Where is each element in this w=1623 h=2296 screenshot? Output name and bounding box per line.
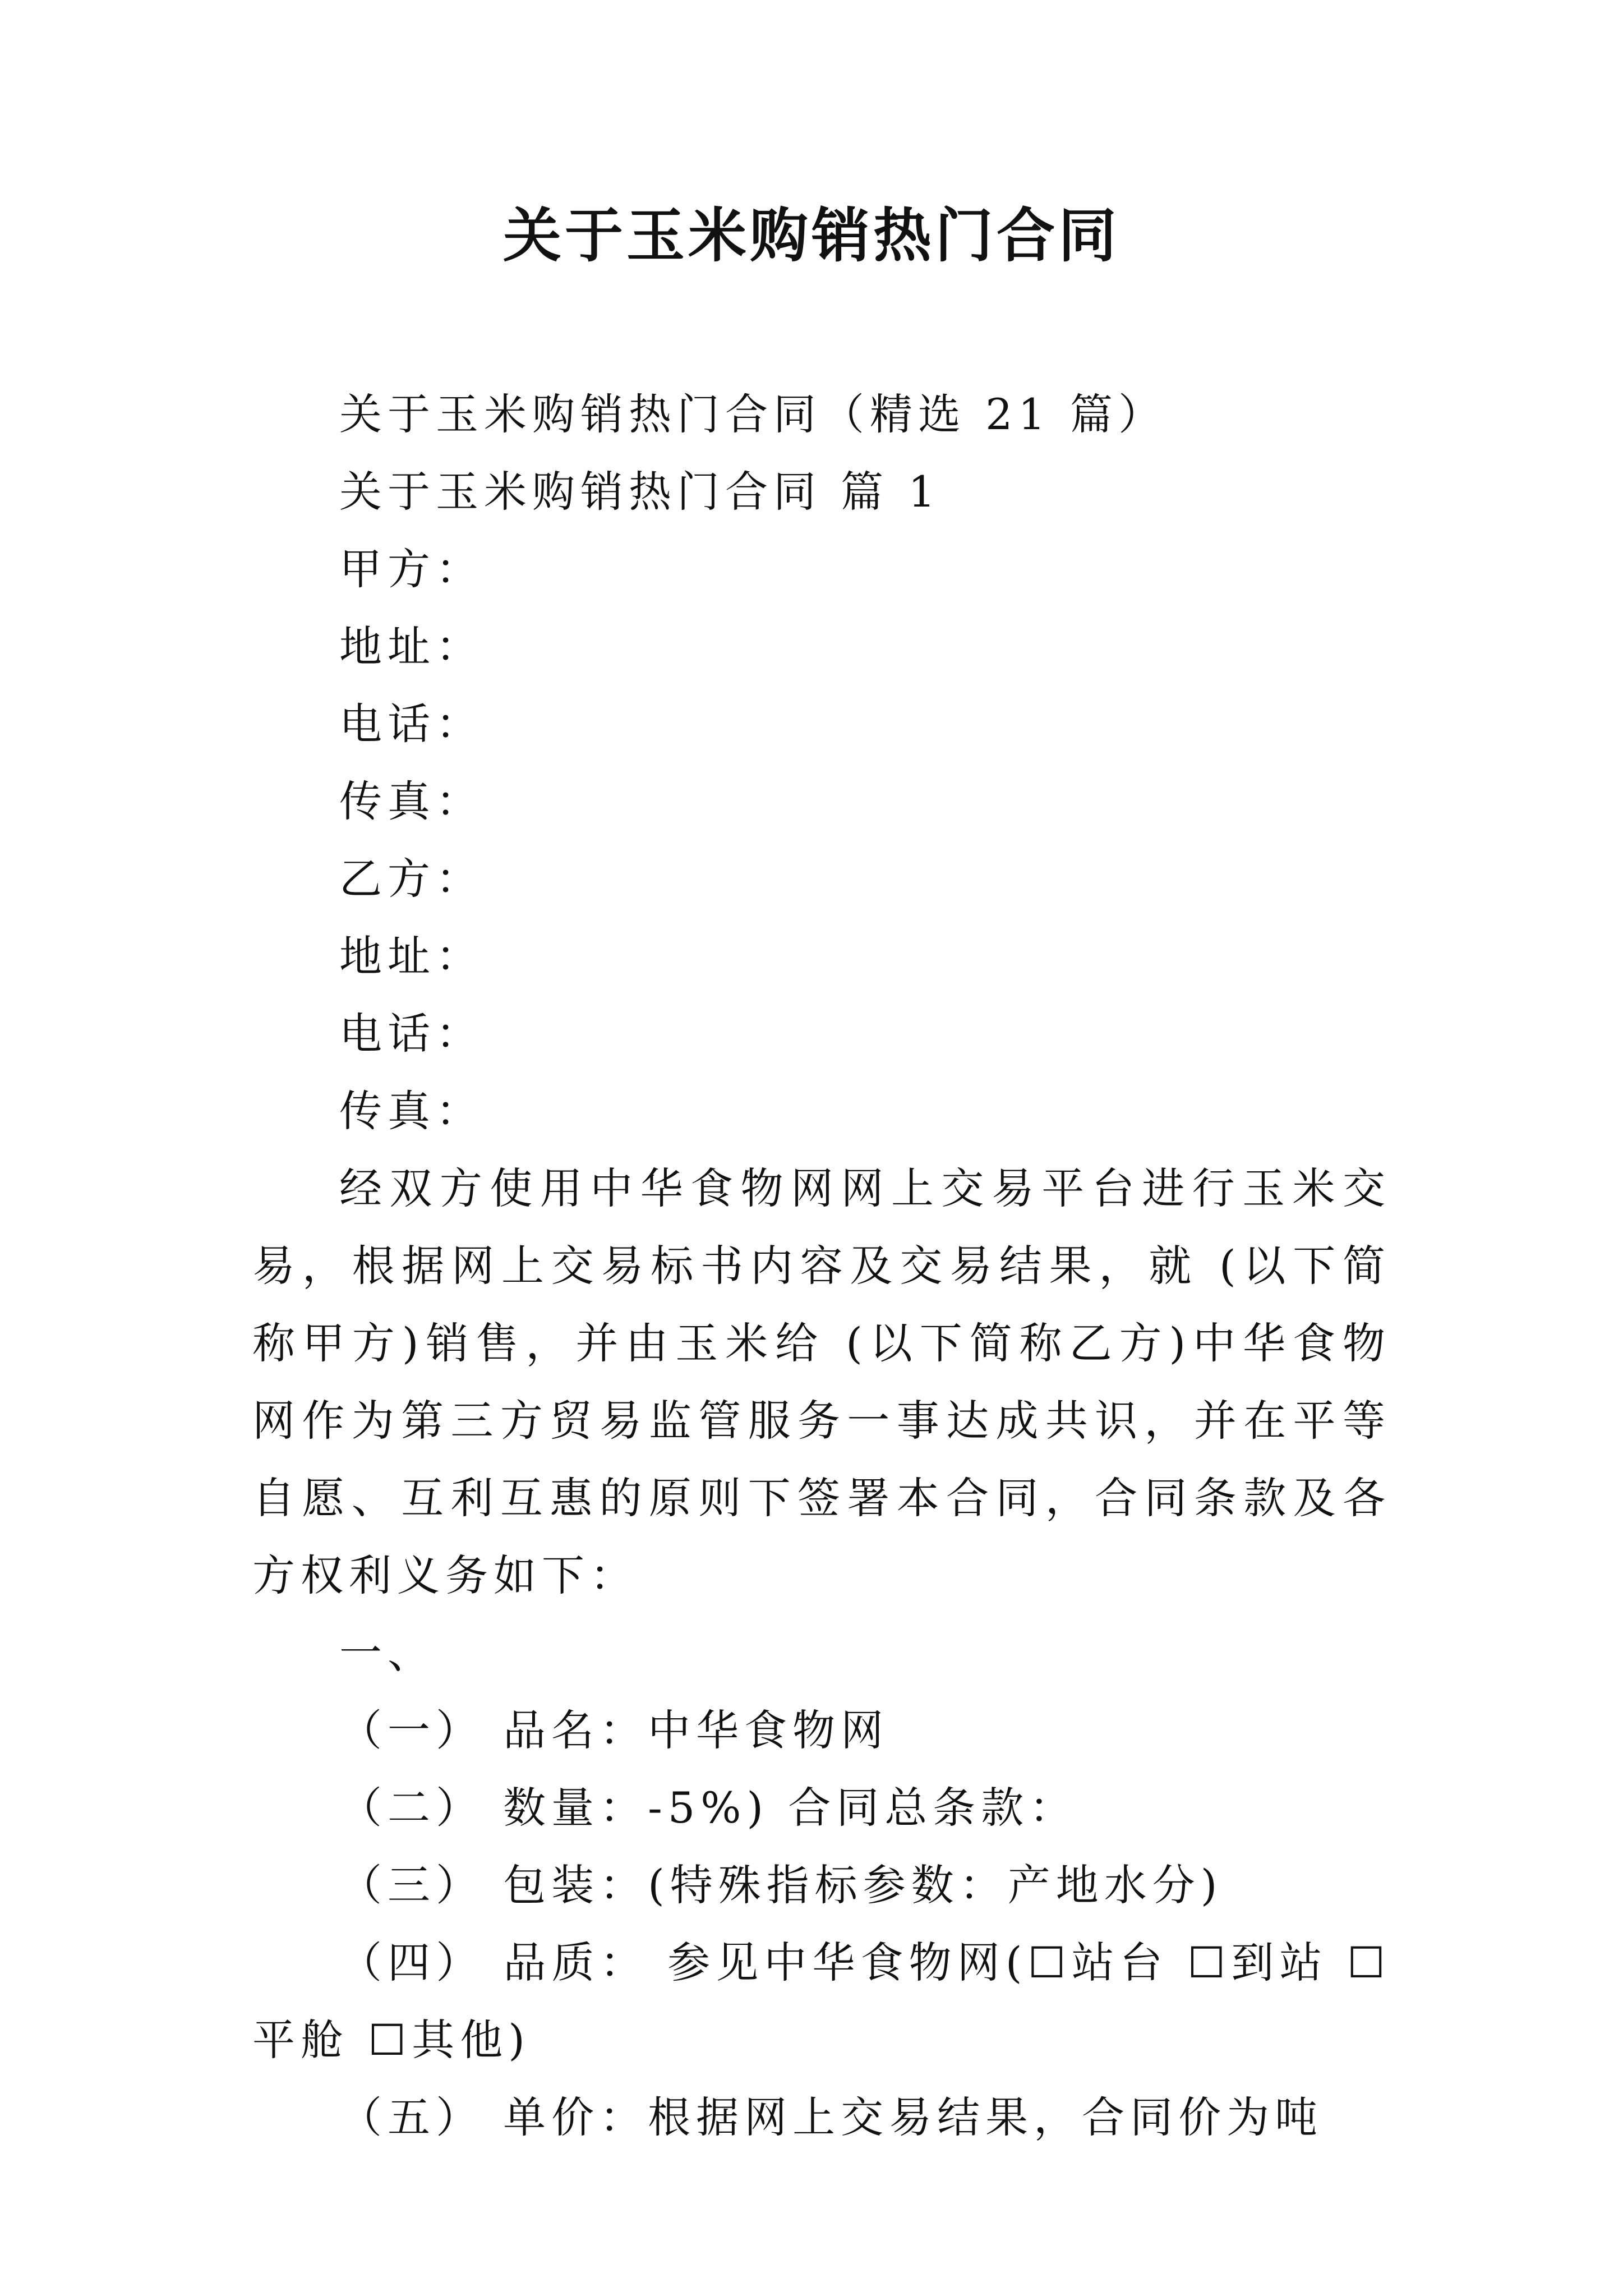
item-unit-price: （五） 单价：根据网上交易结果，合同价为吨 [339, 2092, 1324, 2142]
party-a-phone: 电话： [339, 699, 484, 749]
intro-paragraph: 经双方使用中华食物网网上交易平台进行玉米交易，根据网上交易标书内容及交易结果，就 (以下简称甲方)销售，并由玉米给 (以下简称乙方)中华食物网作为第三方贸易监管服务一事达成共识，并在平等自愿、互利互惠的原则下签署本合同，合同条款及各方权利义务如下： [252, 1163, 1391, 1600]
document-body [252, 376, 1391, 2156]
item-quality: （四） 品质： 参见中华食物网(☐站台 ☐到站 ☐平舱 ☐其他) [252, 1938, 1391, 2065]
item-product-name: （一） 品名：中华食物网 [339, 1705, 889, 1755]
party-a-label: 甲方： [339, 544, 484, 594]
party-a-address: 地址： [339, 622, 484, 671]
section-heading: 关于玉米购销热门合同 篇 1 [339, 467, 941, 517]
clause-one: 一、 [339, 1628, 436, 1678]
party-b-address: 地址： [339, 931, 484, 981]
party-b-fax: 传真： [339, 1086, 484, 1136]
item-quantity: （二） 数量：-5%) 合同总条款： [339, 1783, 1078, 1833]
party-b-label: 乙方： [339, 854, 484, 904]
document-title: 关于玉米购销热门合同 [502, 201, 1120, 270]
party-a-fax: 传真： [339, 776, 484, 826]
party-b-phone: 电话： [339, 1009, 484, 1059]
item-packaging: （三） 包装：(特殊指标参数：产地水分) [339, 1860, 1223, 1910]
document-subtitle: 关于玉米购销热门合同（精选 21 篇） [339, 389, 1167, 439]
